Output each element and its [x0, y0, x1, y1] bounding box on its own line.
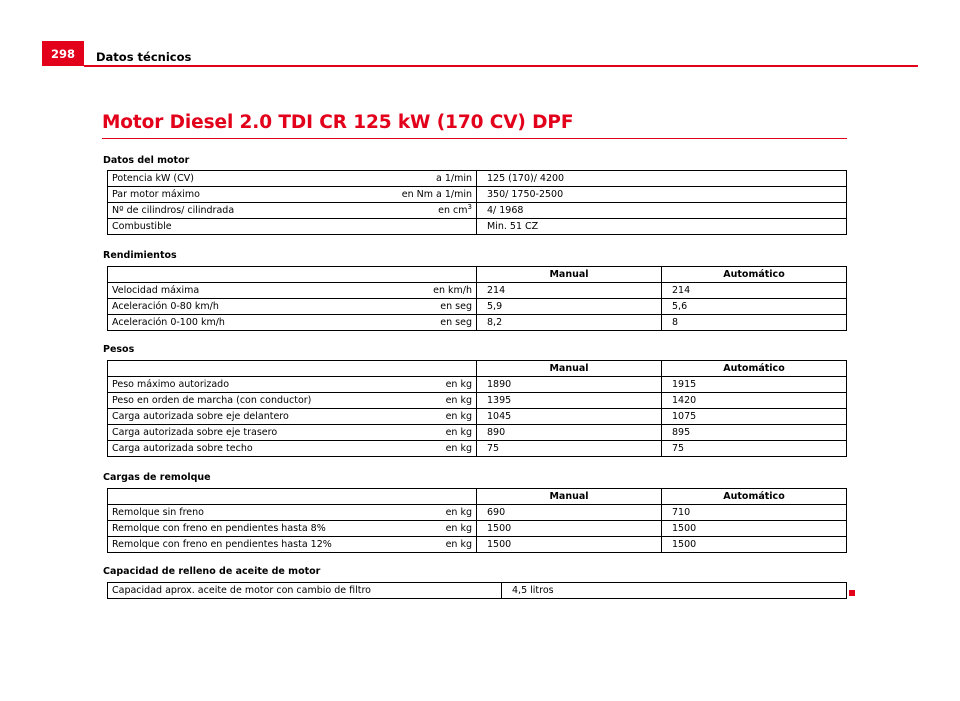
table-rendimientos [107, 266, 847, 331]
row-value: 4/ 1968 [477, 203, 847, 219]
row-manual: 890 [477, 425, 662, 441]
row-label: Aceleración 0-100 km/h [108, 315, 379, 331]
table-row [108, 283, 847, 299]
row-label: Carga autorizada sobre eje delantero [108, 409, 379, 425]
table-row [108, 299, 847, 315]
title-rule [102, 138, 847, 139]
section-title-remolque: Cargas de remolque [103, 472, 211, 483]
table-row [108, 393, 847, 409]
header-rule [84, 65, 918, 67]
column-header-automatico: Automático [662, 489, 847, 505]
column-header-manual: Manual [477, 489, 662, 505]
row-label: Nº de cilindros/ cilindrada [108, 203, 379, 219]
row-unit: en kg [379, 441, 477, 457]
row-unit [379, 203, 477, 219]
row-unit: en kg [379, 505, 477, 521]
unit-superscript: 3 [467, 202, 472, 211]
row-unit: en km/h [379, 283, 477, 299]
header-title: Datos técnicos [96, 50, 192, 64]
row-label: Combustible [108, 219, 379, 235]
row-label: Carga autorizada sobre techo [108, 441, 379, 457]
table-header-row [108, 489, 847, 505]
row-label: Remolque sin freno [108, 505, 379, 521]
row-label: Carga autorizada sobre eje trasero [108, 425, 379, 441]
row-unit: en seg [379, 315, 477, 331]
table-row [108, 583, 847, 599]
section-title-motor: Datos del motor [103, 155, 190, 166]
row-unit: en seg [379, 299, 477, 315]
row-value: 125 (170)/ 4200 [477, 171, 847, 187]
row-unit: en kg [379, 521, 477, 537]
row-value: 350/ 1750-2500 [477, 187, 847, 203]
row-label: Velocidad máxima [108, 283, 379, 299]
row-manual: 690 [477, 505, 662, 521]
row-value: Min. 51 CZ [477, 219, 847, 235]
row-label: Potencia kW (CV) [108, 171, 379, 187]
row-auto: 5,6 [662, 299, 847, 315]
row-manual: 1500 [477, 537, 662, 553]
row-label: Peso máximo autorizado [108, 377, 379, 393]
header-empty-cell [108, 361, 477, 377]
row-unit: a 1/min [379, 171, 477, 187]
row-manual: 1890 [477, 377, 662, 393]
row-label: Remolque con freno en pendientes hasta 12% [108, 537, 379, 553]
table-row [108, 377, 847, 393]
table-row [108, 187, 847, 203]
row-manual: 8,2 [477, 315, 662, 331]
row-auto: 895 [662, 425, 847, 441]
table-row [108, 171, 847, 187]
row-unit [379, 219, 477, 235]
row-manual: 214 [477, 283, 662, 299]
table-pesos [107, 360, 847, 457]
row-auto: 1420 [662, 393, 847, 409]
unit-text: en cm [438, 205, 468, 216]
table-row [108, 521, 847, 537]
row-auto: 75 [662, 441, 847, 457]
row-value: 4,5 litros [502, 583, 847, 599]
table-aceite [107, 582, 847, 599]
table-row [108, 315, 847, 331]
row-unit: en kg [379, 537, 477, 553]
table-row [108, 537, 847, 553]
table-row [108, 409, 847, 425]
table-row [108, 219, 847, 235]
row-unit: en kg [379, 425, 477, 441]
column-header-automatico: Automático [662, 361, 847, 377]
row-label: Par motor máximo [108, 187, 379, 203]
row-auto: 710 [662, 505, 847, 521]
row-auto: 8 [662, 315, 847, 331]
row-manual: 1395 [477, 393, 662, 409]
header-empty-cell [108, 489, 477, 505]
table-motor [107, 170, 847, 235]
row-label: Remolque con freno en pendientes hasta 8% [108, 521, 379, 537]
row-auto: 1500 [662, 521, 847, 537]
column-header-manual: Manual [477, 361, 662, 377]
section-title-pesos: Pesos [103, 344, 135, 355]
table-row [108, 441, 847, 457]
row-manual: 5,9 [477, 299, 662, 315]
page-title: Motor Diesel 2.0 TDI CR 125 kW (170 CV) DPF [102, 112, 574, 133]
row-manual: 1500 [477, 521, 662, 537]
table-row [108, 425, 847, 441]
table-row [108, 505, 847, 521]
row-unit: en Nm a 1/min [379, 187, 477, 203]
column-header-automatico: Automático [662, 267, 847, 283]
header-empty-cell [108, 267, 477, 283]
section-title-aceite: Capacidad de relleno de aceite de motor [103, 566, 321, 577]
row-manual: 1045 [477, 409, 662, 425]
row-label: Peso en orden de marcha (con conductor) [108, 393, 379, 409]
row-auto: 1500 [662, 537, 847, 553]
row-auto: 1075 [662, 409, 847, 425]
table-header-row [108, 361, 847, 377]
page-number: 298 [42, 41, 84, 66]
section-title-rendimientos: Rendimientos [103, 250, 177, 261]
row-label: Capacidad aprox. aceite de motor con cambio de filtro [108, 583, 502, 599]
row-label: Aceleración 0-80 km/h [108, 299, 379, 315]
row-unit: en kg [379, 409, 477, 425]
table-row [108, 203, 847, 219]
row-manual: 75 [477, 441, 662, 457]
row-unit: en kg [379, 393, 477, 409]
table-header-row [108, 267, 847, 283]
column-header-manual: Manual [477, 267, 662, 283]
row-auto: 1915 [662, 377, 847, 393]
row-auto: 214 [662, 283, 847, 299]
end-of-section-marker [849, 590, 855, 596]
table-remolque [107, 488, 847, 553]
row-unit: en kg [379, 377, 477, 393]
